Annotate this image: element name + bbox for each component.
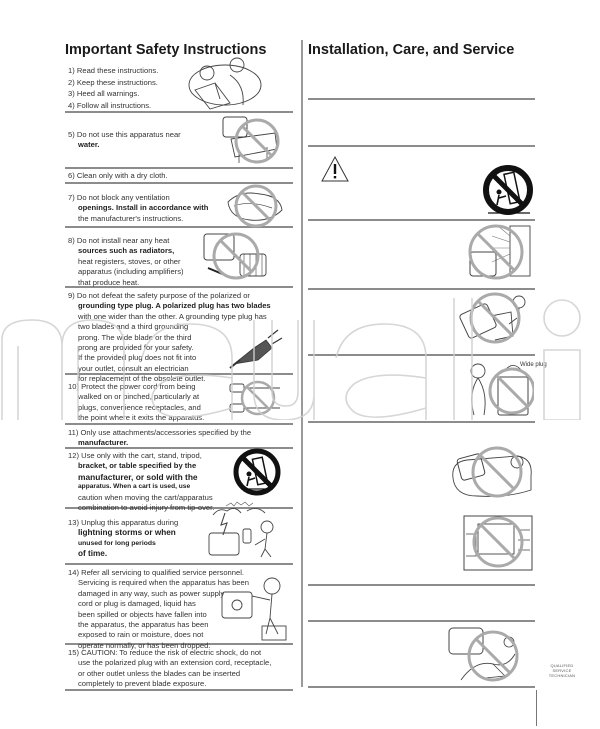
warning-triangle-icon — [320, 155, 350, 183]
item-line: openings. Install in accordance with — [78, 203, 209, 213]
item-line: bracket, or table specified by the — [78, 461, 197, 471]
item-line: exposed to rain or moisture, does not — [78, 630, 204, 640]
item-line: sources such as radiators, — [78, 246, 175, 256]
safety-item-11 — [68, 428, 251, 449]
caption-line: SERVICE — [552, 668, 572, 673]
safety-item-12 — [68, 451, 214, 513]
item-line: combination to avoid injury from tip-over. — [78, 503, 215, 513]
item-line: 9) Do not defeat the safety purpose of the polarized or — [68, 291, 250, 300]
item-line: plugs, convenience receptacles, and — [78, 402, 201, 412]
item-line: manufacturer, or sold with the — [78, 471, 198, 482]
no-sunlight-illustration — [462, 222, 534, 286]
item-line: 7) Do not block any ventilation — [68, 193, 170, 202]
item-line: 8) Do not install near any heat — [68, 236, 170, 245]
item-line: 6) Clean only with a dry cloth. — [68, 171, 168, 180]
safety-item-6 — [68, 171, 168, 181]
item-line: water. — [78, 140, 100, 150]
item-line: 13) Unplug this apparatus during — [68, 518, 179, 527]
item-line: your outlet, consult an electrician — [78, 363, 189, 373]
item-line: 1) Read these instructions. — [68, 66, 159, 75]
polarized-plug-illustration — [228, 320, 288, 370]
item-line: apparatus (including amplifiers) — [78, 267, 184, 277]
item-line: 10) Protect the power cord from being — [68, 382, 196, 391]
item-line: unused for long periods — [78, 539, 156, 547]
item-line: apparatus. When a cart is used, use — [78, 483, 191, 491]
item-line: the apparatus, the apparatus has been — [78, 620, 209, 630]
item-line: lightning storms or when — [78, 528, 176, 538]
item-line: 11) Only use attachments/accessories specified by the — [68, 428, 252, 437]
item-line: with one wider than the other. A grounding type plug has — [78, 311, 267, 321]
item-line: 5) Do not use this apparatus near — [68, 130, 181, 139]
safety-item-15 — [68, 648, 271, 690]
safety-item-5 — [68, 130, 181, 151]
no-self-service-illustration — [445, 624, 535, 684]
lightning-storm-illustration — [205, 505, 285, 560]
item-line: Servicing is required when the apparatus has been — [78, 578, 249, 588]
section-divider — [65, 167, 293, 169]
no-couch-placement-illustration — [447, 438, 535, 504]
item-line: 12) Use only with the cart, stand, tripod, — [68, 451, 202, 460]
item-line: use the polarized plug with an extension cord, receptacle, — [78, 658, 272, 668]
item-line: 4) Follow all instructions. — [68, 101, 152, 111]
item-line: caution when moving the cart/apparatus — [78, 492, 213, 502]
power-cord-illustration — [224, 378, 282, 420]
section-divider — [308, 219, 535, 221]
section-divider — [308, 421, 535, 423]
section-divider — [308, 354, 535, 356]
item-line: prong. The wide blade or the third — [78, 332, 192, 342]
safety-item-7 — [68, 193, 208, 224]
right-column-title: Installation, Care, and Service — [308, 42, 515, 58]
section-divider — [308, 686, 535, 688]
item-line: If the provided plug does not fit into — [78, 353, 197, 363]
caption-line: TECHNICIAN — [548, 673, 576, 678]
item-line: operate normally, or has been dropped. — [78, 640, 211, 650]
heat-source-illustration — [198, 228, 278, 284]
cart-tip-over-prohibited-icon — [233, 448, 281, 496]
technician-caption — [542, 663, 582, 678]
item-line: for replacement of the obsolete outlet. — [78, 374, 206, 384]
column-divider — [301, 40, 303, 687]
item-line: manufacturer. — [78, 438, 129, 448]
item-line: damaged in any way, such as power supply — [78, 588, 225, 598]
item-line: cord or plug is damaged, liquid has — [78, 599, 196, 609]
wide-plug-label: Wide plug — [520, 362, 547, 368]
item-line: of time. — [78, 549, 108, 559]
safety-item-1-4 — [68, 65, 158, 112]
section-divider — [308, 620, 535, 622]
section-divider — [308, 98, 535, 100]
safety-item-10 — [68, 382, 204, 424]
safety-item-13 — [68, 518, 178, 560]
item-line: 2) Keep these instructions. — [68, 77, 158, 87]
item-line: been spilled or objects have fallen into — [78, 609, 207, 619]
item-line: two blades and a third grounding — [78, 322, 189, 332]
safety-item-8 — [68, 236, 184, 288]
no-enclosed-cabinet-illustration — [460, 510, 535, 575]
left-column-title: Important Safety Instructions — [65, 42, 267, 58]
item-line: completely to prevent blade exposure. — [78, 679, 207, 689]
section-divider — [308, 145, 535, 147]
caption-line: QUALIFIED — [550, 663, 574, 668]
item-line: the manufacturer's instructions. — [78, 213, 184, 223]
cart-tip-over-prohibited-icon — [482, 163, 534, 217]
item-line: grounding type plug. A polarized plug has two blades — [78, 301, 271, 311]
service-technician-illustration — [218, 572, 290, 642]
section-divider — [308, 584, 535, 586]
item-line: the point where it exits the apparatus. — [78, 413, 205, 423]
blocked-ventilation-illustration — [220, 180, 292, 228]
no-water-illustration — [215, 113, 285, 165]
item-line: that produce heat. — [78, 277, 140, 287]
item-line: 15) CAUTION: To reduce the risk of electric shock, do not — [68, 648, 262, 657]
page-edge-mark — [536, 690, 537, 726]
reading-family-illustration — [185, 55, 265, 110]
item-line: 3) Heed all warnings. — [68, 89, 140, 99]
item-line: walked on or pinched, particularly at — [78, 392, 200, 402]
no-tilt-illustration — [455, 290, 535, 352]
item-line: heat registers, stoves, or other — [78, 256, 181, 266]
item-line: or other outlet unless the blades can be inserted — [78, 668, 241, 678]
section-divider — [65, 563, 293, 565]
item-line: prong are provided for your safety. — [78, 343, 194, 353]
item-line: 14) Refer all servicing to qualified service personnel. — [68, 568, 245, 577]
